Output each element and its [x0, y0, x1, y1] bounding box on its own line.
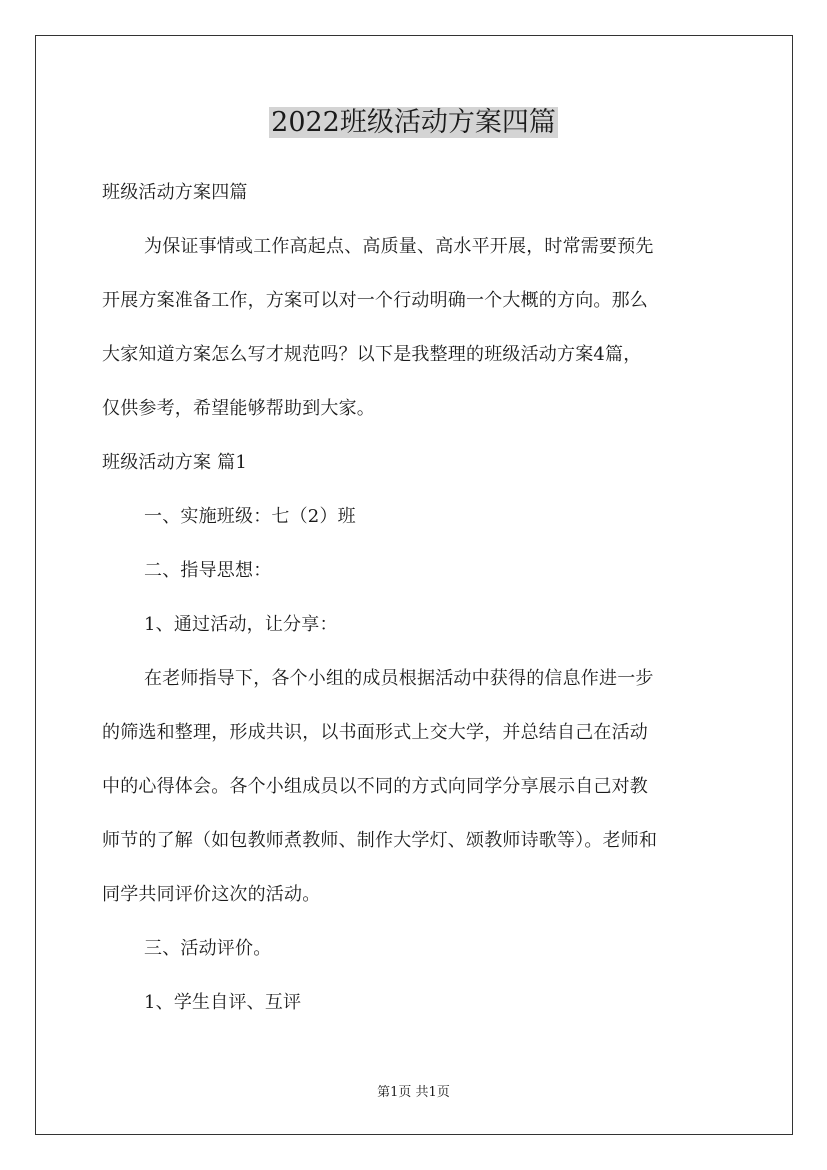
paragraph-line: 中的心得体会。各个小组成员以不同的方式向同学分享展示自己对教	[102, 776, 648, 797]
paragraph-line: 三、活动评价。	[144, 938, 272, 959]
paragraph-line: 为保证事情或工作高起点、高质量、高水平开展，时常需要预先	[144, 236, 654, 257]
paragraph-line: 一、实施班级：七（2）班	[144, 506, 356, 527]
page-footer: 第1页 共1页	[377, 1085, 450, 1100]
paragraph-line: 班级活动方案四篇	[102, 182, 248, 203]
paragraph-line: 在老师指导下，各个小组的成员根据活动中获得的信息作进一步	[144, 668, 654, 689]
document-body	[102, 177, 727, 1019]
paragraph-line: 师节的了解（如包教师煮教师、制作大学灯、颂教师诗歌等）。老师和	[102, 830, 658, 851]
document-title	[0, 104, 827, 142]
paragraph-line: 开展方案准备工作，方案可以对一个行动明确一个大概的方向。那么	[102, 290, 648, 311]
paragraph-line: 仅供参考，希望能够帮助到大家。	[102, 398, 375, 419]
paragraph-line: 1、通过活动，让分享：	[144, 614, 338, 635]
paragraph-line: 的筛选和整理，形成共识，以书面形式上交大学，并总结自己在活动	[102, 722, 648, 743]
paragraph-line: 二、指导思想：	[144, 560, 272, 581]
document-title-text: 2022班级活动方案四篇	[271, 107, 556, 138]
paragraph-line: 班级活动方案 篇1	[102, 452, 247, 473]
paragraph-line: 1、学生自评、互评	[144, 992, 302, 1013]
paragraph-line: 同学共同评价这次的活动。	[102, 884, 321, 905]
paragraph-line: 大家知道方案怎么写才规范吗？以下是我整理的班级活动方案4篇，	[102, 344, 642, 365]
